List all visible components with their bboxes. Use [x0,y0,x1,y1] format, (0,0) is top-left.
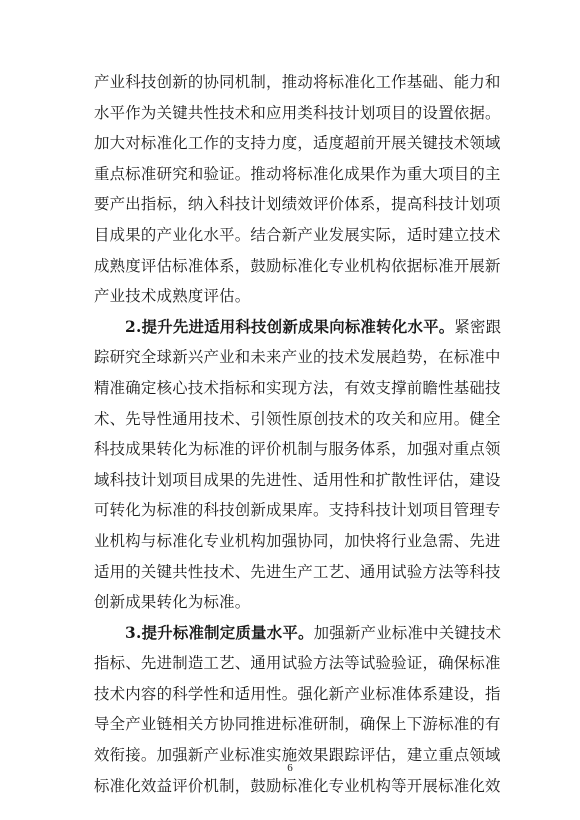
document-body [94,67,502,801]
text-line: 要产出指标，纳入科技计划绩效评价体系，提高科技计划项 [94,195,501,214]
text-line: 科技成果转化为标准的评价机制与服务体系，加强对重点领 [94,440,501,459]
text-line: 水平作为关键共性技术和应用类科技计划项目的设置依据。 [94,103,501,122]
text-line: 产业科技创新的协同机制，推动将标准化工作基础、能力和 [94,73,501,91]
text-line: 术、先导性通用技术、引领性原创技术的攻关和应用。健全 [94,409,501,428]
text-run: 加强新产业标准中关键技术 [313,623,502,642]
section-heading: 3.提升标准制定质量水平。 [125,623,314,642]
text-line: 可转化为标准的科技创新成果库。支持科技计划项目管理专 [94,501,501,520]
section-heading: 2.提升先进适用科技创新成果向标准转化水平。 [125,317,455,336]
text-line: 效衔接。加强新产业标准实施效果跟踪评估，建立重点领域 [94,746,501,765]
text-line: 业机构与标准化专业机构加强协同，加快将行业急需、先进 [94,531,501,550]
text-line: 重点标准研究和验证。推动将标准化成果作为重大项目的主 [94,164,501,183]
text-line: 技术内容的科学性和适用性。强化新产业标准体系建设，指 [94,684,501,703]
text-line: 导全产业链相关方协同推进标准研制，确保上下游标准的有 [94,715,501,734]
text-line: 成熟度评估标准体系，鼓励标准化专业机构依据标准开展新 [94,256,501,275]
text-line: 适用的关键共性技术、先进生产工艺、通用试验方法等科技 [94,562,501,581]
page-number: 6 [287,762,293,774]
paragraph-1 [94,67,501,312]
text-line: 产业技术成熟度评估。 [94,287,251,306]
text-line [94,312,502,343]
text-line: 域科技计划项目成果的先进性、适用性和扩散性评估，建设 [94,470,501,489]
text-line [94,618,502,649]
text-line: 创新成果转化为标准。 [94,593,251,612]
text-line: 加大对标准化工作的支持力度，适度超前开展关键技术领域 [94,134,501,153]
text-line: 踪研究全球新兴产业和未来产业的技术发展趋势，在标准中 [94,348,501,367]
text-line: 指标、先进制造工艺、通用试验方法等试验验证，确保标准 [94,654,501,673]
text-line: 目成果的产业化水平。结合新产业发展实际，适时建立技术 [94,225,501,244]
text-line: 标准化效益评价机制，鼓励标准化专业机构等开展标准化效 [94,776,501,795]
text-run: 紧密跟 [454,317,502,336]
text-line: 精准确定核心技术指标和实现方法，有效支撑前瞻性基础技 [94,378,501,397]
paragraph-2 [94,312,502,618]
